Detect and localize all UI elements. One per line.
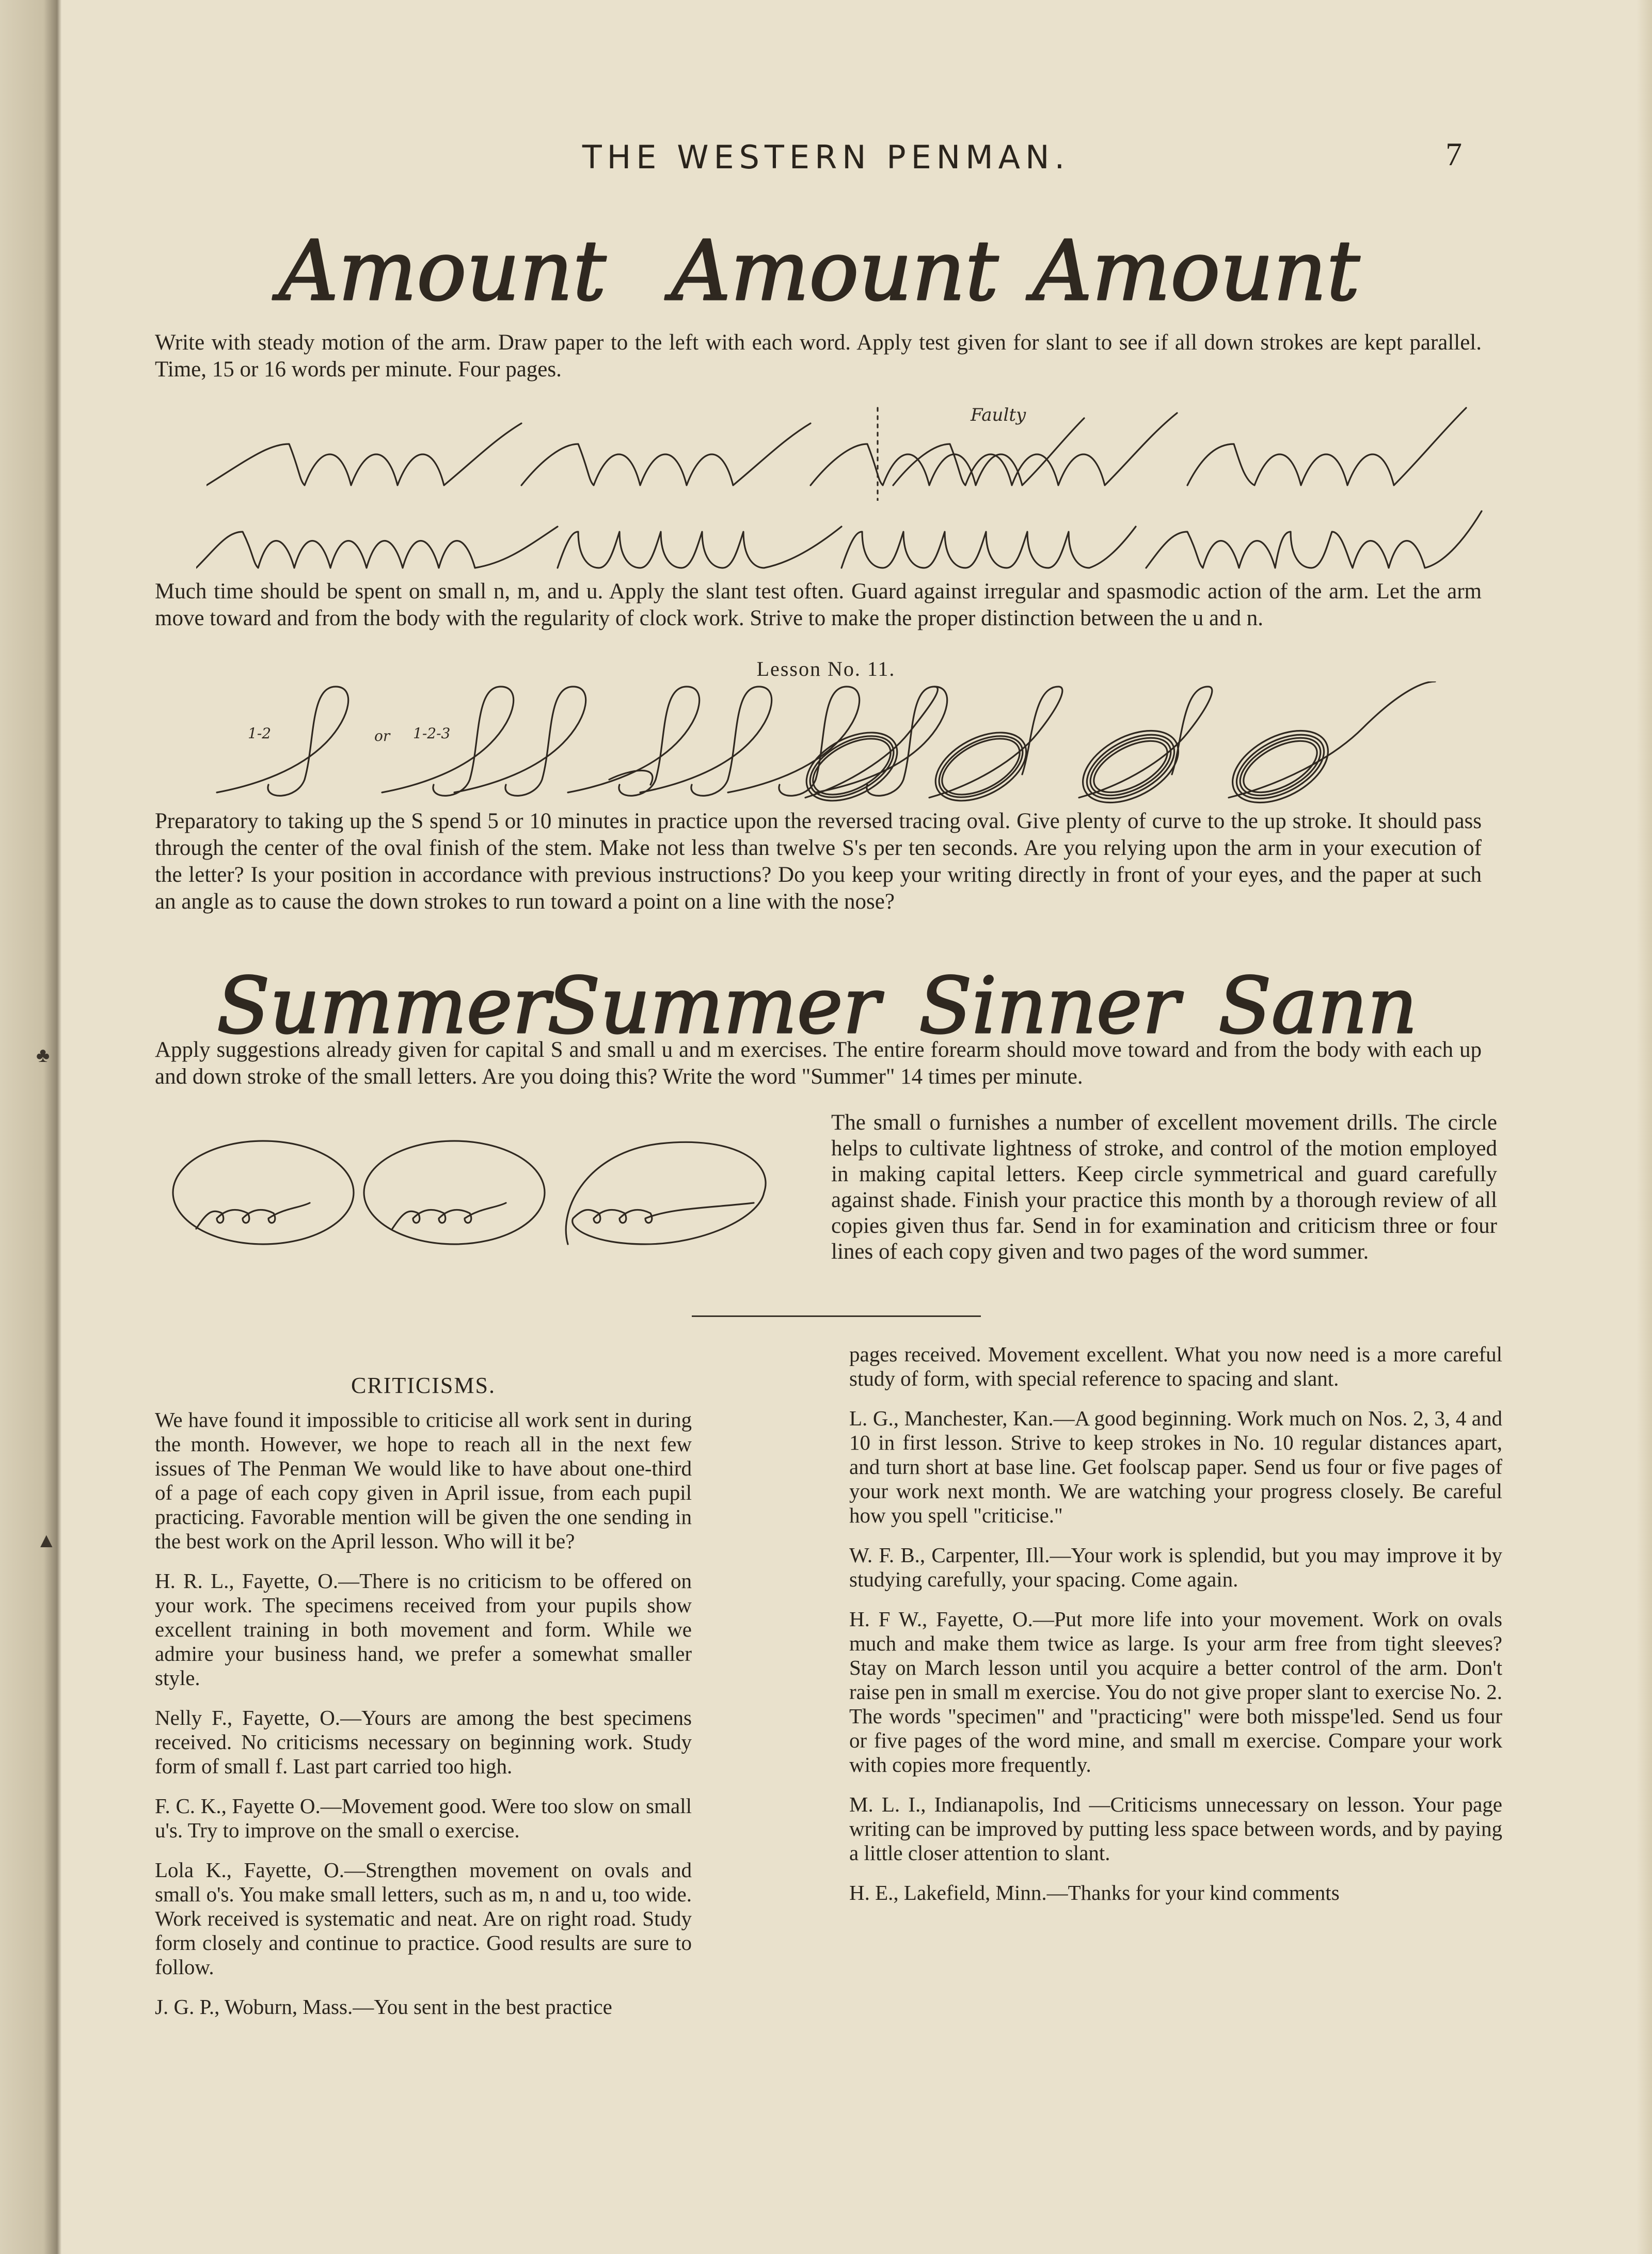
criticisms-title: CRITICISMS.	[351, 1373, 496, 1398]
faulty-drill	[1187, 408, 1466, 485]
criticism-entry: H. R. L., Fayette, O.—There is no criticism to be offered on your work. The specimens received from your pupils show excellent training in both movement and form. While we admire your business hand, we prefer a somewhat smaller style.	[155, 1569, 692, 1690]
margin-mark: ▲	[36, 1529, 57, 1552]
circle-o-drill	[173, 1141, 354, 1244]
criticisms-right-column	[849, 1342, 1502, 1920]
circle-o-drill	[364, 1141, 545, 1244]
criticism-entry: W. F. B., Carpenter, Ill.—Your work is splendid, but you may improve it by studying carefully, your spacing. Come again.	[849, 1543, 1502, 1591]
criticism-entry: L. G., Manchester, Kan.—A good beginning. Work much on Nos. 2, 3, 4 and 10 in first lesson. Strive to keep strokes in No. 10 regular distances apart, and turn short at base line. Get foolscap paper. Send us four or five pages of your work next month. We are watching your progress closely. Be careful how you spell "criticise."	[849, 1406, 1502, 1527]
criticism-entry: Lola K., Fayette, O.—Strengthen movement on ovals and small o's. You make small letters, such as m, n and u, too wide. Work received is systematic and neat. Are on right road. Study form closely and continue to practice. Good results are sure to follow.	[155, 1858, 692, 1979]
stroke-count-label: 1-2-3	[413, 725, 451, 742]
copy-word: Summer	[217, 961, 550, 1051]
copy-word: Summer	[547, 961, 880, 1051]
traced-s-oval	[1071, 687, 1212, 811]
instruction-n: Much time should be spent on small n, m, and u. Apply the slant test often. Guard against irregular and spasmodic action of the arm. Let the arm move toward and from the body with the regularity of clock work. Strive to make the proper distinction between the u and n.	[155, 579, 1482, 630]
criticism-entry: H. E., Lakefield, Minn.—Thanks for your kind comments	[849, 1881, 1340, 1904]
traced-s-oval	[924, 687, 1062, 811]
section-divider	[692, 1315, 981, 1317]
criticism-entry: M. L. I., Indianapolis, Ind —Criticisms unnecessary on lesson. Your page writing can be improved by putting less space between words, and by paying a little closer attention to slant.	[849, 1792, 1502, 1865]
criticism-entry: We have found it impossible to criticise all work sent in during the month. However, we hope to reach all in the next few issues of The Penman We would like to have about one-third of a page of each copy given in April issue, from each pupil practicing. Favorable mention will be given the one sending in the best work on the April lesson. Who will it be?	[155, 1408, 692, 1553]
page-number: 7	[1446, 136, 1462, 172]
criticism-entry: H. F W., Fayette, O.—Put more life into your movement. Work on ovals much and make them twice as large. Is your arm free from tight sleeves? Stay on March lesson until you acquire a better control of the arm. Don't raise pen in small m exercise. You do not give proper slant to exercise No. 2. The words "specimen" and "practicing" were both misspe'led. Send us four or five pages of the word mine, and small m exercise. Compare your work with copies more frequently.	[849, 1607, 1502, 1776]
copy-word: Sann	[1218, 961, 1418, 1051]
traced-s-oval	[1220, 681, 1435, 811]
m-drill	[196, 527, 558, 568]
capital-s	[640, 687, 772, 796]
m-u-exercise	[196, 506, 1487, 578]
criticism-entry: Nelly F., Fayette, O.—Yours are among the best specimens received. No criticisms necessary on beginning work. Study form of small f. Last part carried too high.	[155, 1706, 692, 1778]
circle-o-drill	[566, 1142, 766, 1244]
book-spine	[0, 0, 62, 2254]
capital-s	[568, 687, 700, 796]
copy-word: Amount	[279, 223, 606, 319]
copy-word: Sinner	[919, 961, 1180, 1051]
lesson-title: Lesson No. 11.	[756, 657, 896, 680]
o-exercise	[165, 1131, 836, 1255]
n-exercise	[206, 398, 1471, 501]
criticism-entry: pages received. Movement excellent. What you now need is a more careful study of form, with special reference to spacing and slant.	[849, 1342, 1502, 1390]
n-drill	[521, 423, 811, 485]
capital-s	[217, 687, 348, 796]
stroke-count-label: 1-2	[248, 725, 272, 742]
n-drill	[206, 423, 521, 485]
or-label: or	[374, 727, 390, 744]
u-drill	[841, 527, 1136, 568]
instruction-s: Preparatory to taking up the S spend 5 or 10 minutes in practice upon the reversed tracing oval. Give plenty of curve to the up stroke. It should pass through the center of the oval finish of the stem. Make not less than twelve S's per ten seconds. Are you relying upon the arm in your execution of the letter? Is your position in accordance with previous instructions? Do you keep your writing directly in front of your eyes, and the paper at such an angle as to cause the down strokes to run toward a point on a line with the nose?	[155, 809, 1482, 914]
criticism-entry: J. G. P., Woburn, Mass.—You sent in the best practice	[155, 1995, 612, 2019]
page-edge	[1637, 0, 1652, 2254]
faulty-drill	[893, 413, 1177, 485]
faulty-label: Faulty	[971, 405, 1026, 425]
margin-mark: ♣	[36, 1043, 50, 1067]
instruction-o: The small o furnishes a number of excellent movement drills. The circle helps to cultivate lightness of stroke, and control of the motion employed in making capital letters. Keep circle symmetrical and guard carefully against shade. Finish your practice this month by a thorough review of all copies given thus far. Send in for examination and criticism three or four lines of each copy given and two pages of the word summer.	[831, 1110, 1497, 1264]
n-drill	[811, 418, 1084, 485]
criticisms-left-column	[155, 1373, 692, 2035]
s-exercise	[196, 681, 1466, 811]
copy-word: Amount	[671, 223, 998, 319]
u-drill	[558, 527, 841, 568]
running-header: THE WESTERN PENMAN.	[582, 138, 1070, 176]
criticism-entry: F. C. K., Fayette O.—Movement good. Were too slow on small u's. Try to improve on the small o exercise.	[155, 1794, 692, 1842]
amount-copy	[268, 207, 1404, 330]
instruction-amount: Write with steady motion of the arm. Draw paper to the left with each word. Apply test given for slant to see if all down strokes are kept parallel. Time, 15 or 16 words per minute. Four pages.	[155, 330, 1482, 382]
instruction-summer: Apply suggestions already given for capital S and small u and m exercises. The entire forearm should move toward and from the body with each up and down stroke of the small letters. Are you doing this? Write the word "Summer" 14 times per minute.	[155, 1038, 1482, 1089]
copy-word: Amount	[1032, 223, 1360, 319]
capital-s	[454, 687, 586, 796]
mum-drill	[1146, 511, 1482, 568]
